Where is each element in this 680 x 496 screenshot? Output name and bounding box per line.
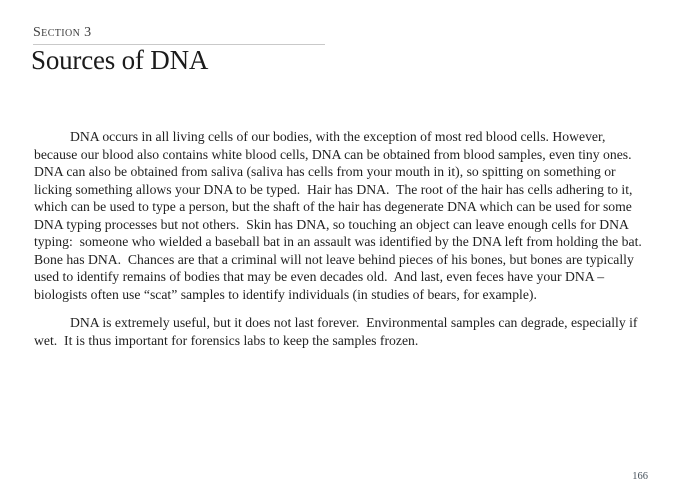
body-paragraph-2: DNA is extremely useful, but it does not last forever. Environmental samples can degrade, especially if wet. It is thus important for forensics labs to keep the samples frozen. (34, 315, 641, 348)
body-paragraph-1: DNA occurs in all living cells of our bodies, with the exception of most red blood cells. However, because our blood also contains white blood cells, DNA can be obtained from blood samples, even tiny ones. DNA can also be obtained from saliva (saliva has cells from your mouth in it), so spitting on something or licking something allows your DNA to be typed. Hair has DNA. The root of the hair has cells adhering to it, which can be used to type a person, but the shaft of the hair has degenerate DNA which can be used for some DNA typing processes but not others. Skin has DNA, so touching an object can leave enough cells for DNA typing: someone who wielded a baseball bat in an assault was identified by the DNA left from holding the bat. Bone has DNA. Chances are that a criminal will not leave behind pieces of his bones, but bones are typically used to identify remains of bodies that may be even decades old. And last, even feces have your DNA – biologists often use “scat” samples to identify individuals (in studies of bears, for example). (34, 129, 649, 302)
section-label: Section 3 (33, 25, 92, 40)
body-text (34, 128, 648, 360)
page-number: 166 (632, 471, 648, 482)
page-title: Sources of DNA (31, 45, 209, 75)
